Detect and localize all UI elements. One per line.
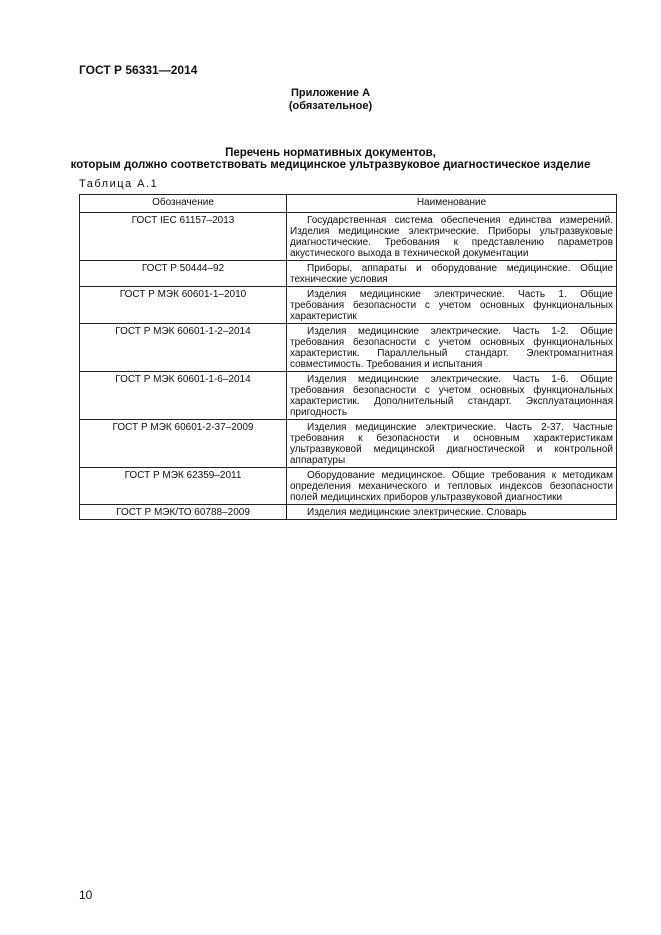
row-name: Оборудование медицинское. Общие требования к методикам определения механического и тепловых индексов безопасности полей медицинских приборов ультразвуковой диагностики (287, 468, 617, 505)
row-name: Государственная система обеспечения единства измерений. Изделия медицинские электрические. Приборы ультразвуковые диагностические. Требования к представлению параметров акустического выхода в технической документации (287, 213, 617, 261)
row-code: ГОСТ Р МЭК 60601-2-37–2009 (80, 420, 287, 468)
table-row (80, 324, 617, 372)
row-name: Изделия медицинские электрические. Часть 1-6. Общие требования безопасности с учетом основных функциональных характеристик. Дополнительный стандарт. Эксплуатационная пригодность (287, 372, 617, 420)
row-name: Изделия медицинские электрические. Часть 1. Общие требования безопасности с учетом основных функциональных характеристик (287, 287, 617, 324)
row-code: ГОСТ Р МЭК 60601-1–2010 (80, 287, 287, 324)
documents-table (79, 194, 617, 520)
table-row (80, 505, 617, 520)
table-row (80, 468, 617, 505)
document-id: ГОСТ Р 56331—2014 (79, 63, 198, 77)
row-code: ГОСТ Р МЭК 60601-1-6–2014 (80, 372, 287, 420)
row-code: ГОСТ IEC 61157–2013 (80, 213, 287, 261)
appendix-heading (0, 87, 661, 113)
section-title-line-1: Перечень нормативных документов, (225, 147, 436, 159)
column-header-name: Наименование (287, 195, 617, 213)
page-number: 10 (79, 888, 93, 902)
table-row (80, 420, 617, 468)
appendix-subtitle: (обязательное) (288, 100, 373, 112)
row-code: ГОСТ Р МЭК 60601-1-2–2014 (80, 324, 287, 372)
row-name: Изделия медицинские электрические. Словарь (287, 505, 617, 520)
row-name: Приборы, аппараты и оборудование медицинские. Общие технические условия (287, 261, 617, 287)
table-header-row (80, 195, 617, 213)
appendix-title: Приложение А (290, 87, 371, 99)
table-row (80, 261, 617, 287)
table-row (80, 372, 617, 420)
row-code: ГОСТ Р МЭК 62359–2011 (80, 468, 287, 505)
table-row (80, 213, 617, 261)
table-row (80, 287, 617, 324)
row-code: ГОСТ Р МЭК/ТО 60788–2009 (80, 505, 287, 520)
column-header-code: Обозначение (80, 195, 287, 213)
section-title-line-2: которым должно соответствовать медицинское ультразвуковое диагностическое изделие (70, 159, 591, 171)
row-name: Изделия медицинские электрические. Часть 2-37. Частные требования к безопасности и основным характеристикам ультразвуковой медицинской диагностической и контрольной аппаратуры (287, 420, 617, 468)
table-label: Таблица А.1 (79, 178, 159, 190)
row-code: ГОСТ Р 50444–92 (80, 261, 287, 287)
section-title (0, 147, 661, 171)
row-name: Изделия медицинские электрические. Часть 1-2. Общие требования безопасности с учетом основных функциональных характеристик. Параллельный стандарт. Электромагнитная совместимость. Требования и испытания (287, 324, 617, 372)
